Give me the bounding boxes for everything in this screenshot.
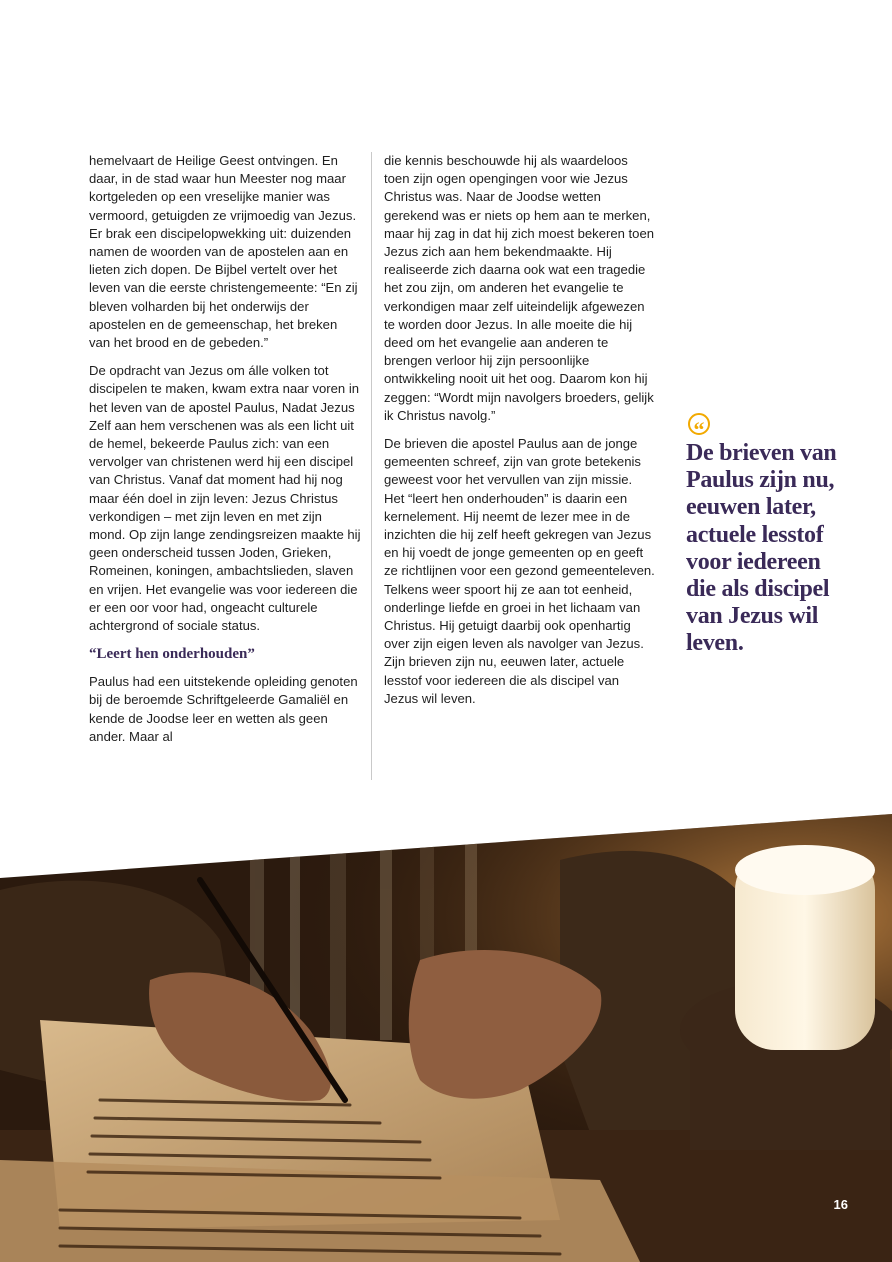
- quote-icon: “: [688, 413, 710, 435]
- article-column-left: [89, 152, 361, 756]
- page-number: 16: [833, 1197, 848, 1212]
- pull-quote: De brieven van Paulus zijn nu, eeuwen later, actuele lesstof voor iedereen die als discipel van Jezus wil leven.: [686, 440, 837, 657]
- scroll-writing-photo: [0, 800, 892, 1262]
- article-paragraph: Paulus had een uitstekende opleiding genoten bij de beroemde Schriftgeleerde Gamaliël en kende de Joodse leer en wetten als geen ander. Maar al: [89, 674, 358, 744]
- article-paragraph: hemelvaart de Heilige Geest ontvingen. En daar, in de stad waar hun Meester nog maar kortgeleden op een vreselijke manier was vermoord, getuigden ze vrijmoedig van Jezus. Er brak een discipelopwekking uit: duizenden namen de woorden van de apostelen aan en lieten zich dopen. De Bijbel vertelt over het leven van die eerste christengemeente: “En zij bleven volharden bij het onderwijs der apostelen en de gemeenschap, het breken van het brood en de gebeden.”: [89, 153, 358, 351]
- section-subheading: “Leert hen onderhouden”: [89, 646, 255, 663]
- article-column-right: [384, 152, 656, 718]
- article-paragraph: die kennis beschouwde hij als waardeloos toen zijn ogen opengingen voor wie Jezus Christus was. Naar de Joodse wetten gerekend was er niets op hem aan te merken, maar hij zag in dat hij zich moest bekeren toen Jezus zich aan hem bekendmaakte. Hij realiseerde zich daarna ook wat een tragedie het zou zijn, om anderen het evangelie te verkondigen maar zelf uiteindelijk afgewezen te worden door Jezus. In alle moeite die hij deed om het evangelie aan anderen te brengen verloor hij zijn persoonlijke ontwikkeling nooit uit het oog. Daarom kon hij zeggen: “Wordt mijn navolgers broeders, gelijk ik Christus navolg.”: [384, 153, 655, 423]
- article-paragraph: De opdracht van Jezus om álle volken tot discipelen te maken, kwam extra naar voren in het leven van de apostel Paulus, Nadat Jezus Zelf aan hem verschenen was als een licht uit de hemel, bekeerde Paulus zich: van een vervolger van christenen werd hij een discipel van Christus. Vanaf dat moment had hij nog maar één doel in zijn leven: Jezus Christus verkondigen – met zijn leven en met zijn mond. Op zijn lange zendingsreizen maakte hij geen onderscheid tussen Joden, Grieken, Romeinen, koningen, ambachtslieden, slaven en vrijen. Het evangelie was voor iedereen die er een oor voor had, ongeacht culturele achtergrond of sociale status.: [89, 363, 361, 634]
- column-divider: [371, 152, 372, 780]
- article-paragraph: De brieven die apostel Paulus aan de jonge gemeenten schreef, zijn van grote betekenis geweest voor het vervullen van zijn missie. Het “leert hen onderhouden” is daarin een kernelement. Hij neemt de lezer mee in de inzichten die hij zelf heeft gekregen van Jezus en hij voedt de jonge gemeenten op en geeft ze richtlijnen voor een gezond gemeenteleven. Telkens weer spoort hij ze aan tot eenheid, onderlinge liefde en groei in het lichaam van Christus. Hij getuigt daarbij ook openhartig over zijn eigen leven als navolger van Jezus. Zijn brieven zijn nu, eeuwen later, actuele lesstof voor iedereen die als discipel van Jezus wil leven.: [384, 436, 655, 706]
